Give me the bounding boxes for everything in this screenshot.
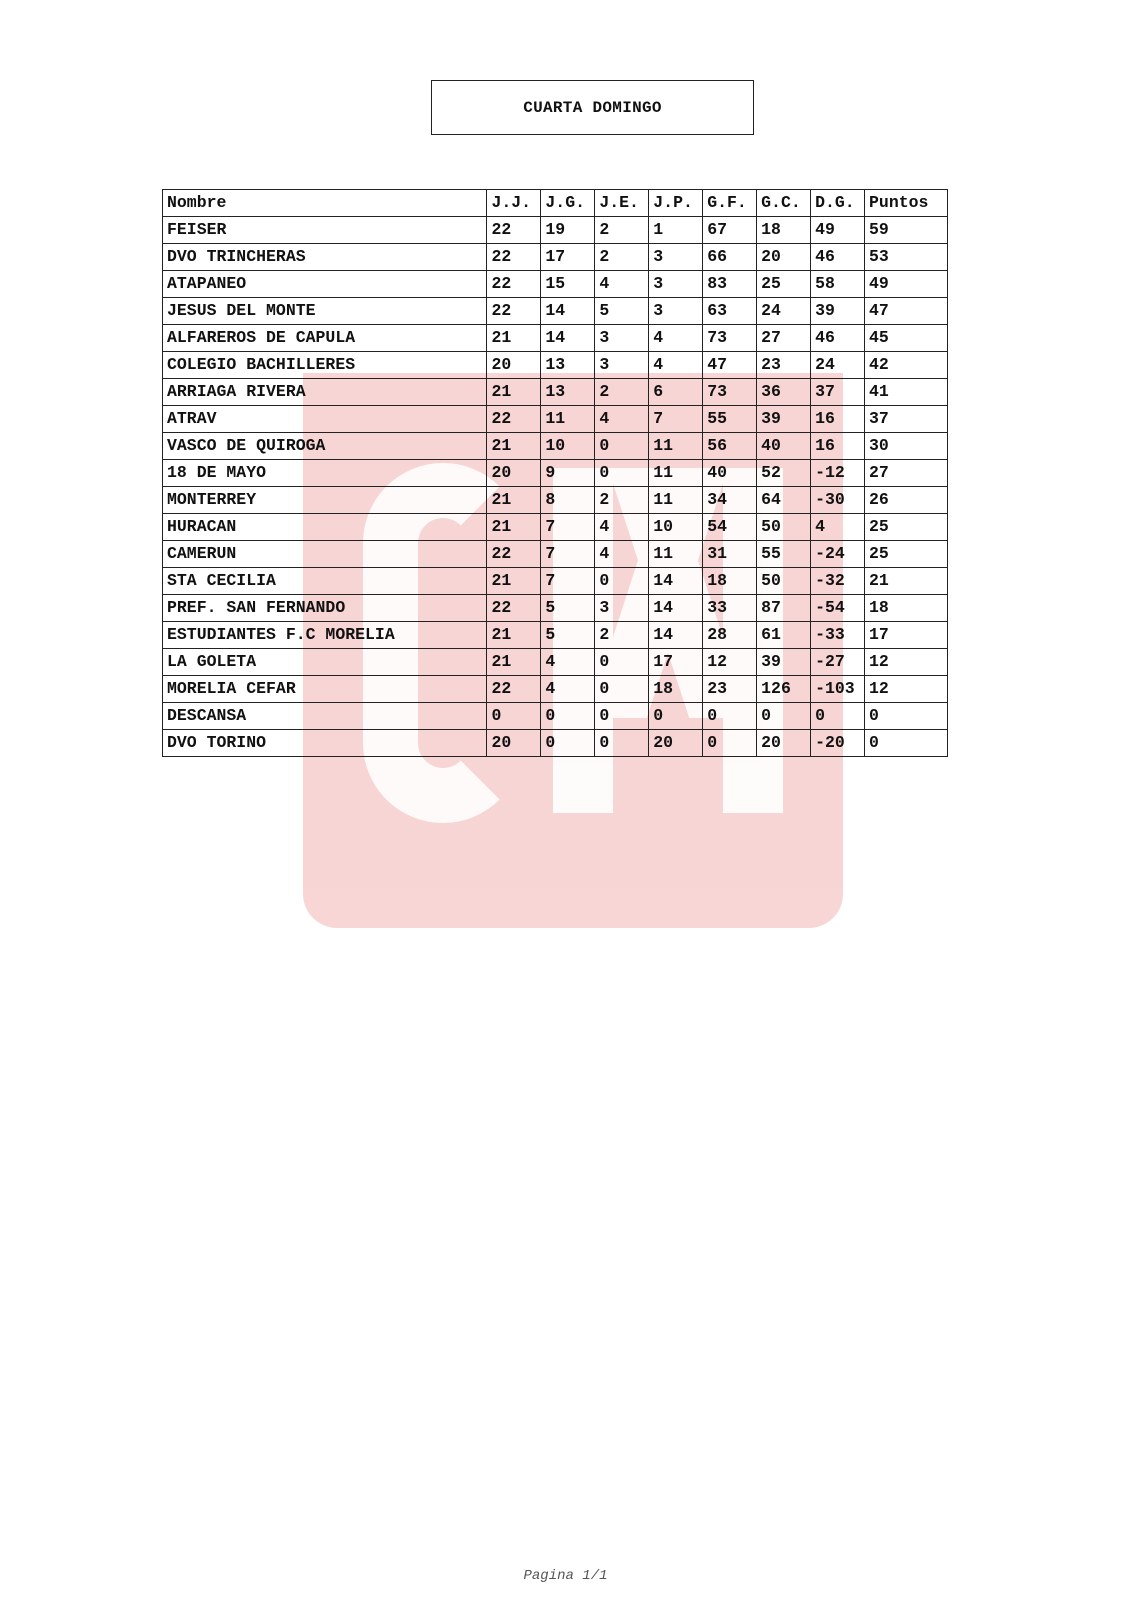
drawn-cell: 0 bbox=[595, 703, 649, 730]
lost-cell: 11 bbox=[649, 541, 703, 568]
points-cell: 21 bbox=[865, 568, 948, 595]
goal-diff-cell: -24 bbox=[811, 541, 865, 568]
goals-for-cell: 18 bbox=[703, 568, 757, 595]
lost-cell: 14 bbox=[649, 595, 703, 622]
points-cell: 37 bbox=[865, 406, 948, 433]
points-cell: 12 bbox=[865, 676, 948, 703]
column-header-gc: G.C. bbox=[757, 190, 811, 217]
won-cell: 8 bbox=[541, 487, 595, 514]
played-cell: 21 bbox=[487, 433, 541, 460]
table-body bbox=[163, 217, 948, 757]
played-cell: 22 bbox=[487, 298, 541, 325]
drawn-cell: 2 bbox=[595, 244, 649, 271]
team-name-cell: MORELIA CEFAR bbox=[163, 676, 487, 703]
points-cell: 12 bbox=[865, 649, 948, 676]
column-header-jp: J.P. bbox=[649, 190, 703, 217]
page-title: CUARTA DOMINGO bbox=[431, 80, 754, 135]
table-row bbox=[163, 541, 948, 568]
column-header-nombre: Nombre bbox=[163, 190, 487, 217]
goals-for-cell: 66 bbox=[703, 244, 757, 271]
goals-for-cell: 56 bbox=[703, 433, 757, 460]
table-row bbox=[163, 244, 948, 271]
team-name-cell: ATAPANEO bbox=[163, 271, 487, 298]
played-cell: 22 bbox=[487, 676, 541, 703]
goals-against-cell: 52 bbox=[757, 460, 811, 487]
played-cell: 22 bbox=[487, 244, 541, 271]
table-row bbox=[163, 406, 948, 433]
goals-against-cell: 55 bbox=[757, 541, 811, 568]
table-row bbox=[163, 595, 948, 622]
points-cell: 41 bbox=[865, 379, 948, 406]
won-cell: 9 bbox=[541, 460, 595, 487]
points-cell: 47 bbox=[865, 298, 948, 325]
drawn-cell: 0 bbox=[595, 649, 649, 676]
goals-for-cell: 55 bbox=[703, 406, 757, 433]
played-cell: 22 bbox=[487, 406, 541, 433]
goal-diff-cell: -20 bbox=[811, 730, 865, 757]
goal-diff-cell: 46 bbox=[811, 325, 865, 352]
goal-diff-cell: -103 bbox=[811, 676, 865, 703]
goals-against-cell: 126 bbox=[757, 676, 811, 703]
drawn-cell: 2 bbox=[595, 487, 649, 514]
table-row bbox=[163, 379, 948, 406]
won-cell: 14 bbox=[541, 325, 595, 352]
won-cell: 0 bbox=[541, 730, 595, 757]
played-cell: 20 bbox=[487, 730, 541, 757]
goals-for-cell: 83 bbox=[703, 271, 757, 298]
played-cell: 20 bbox=[487, 460, 541, 487]
drawn-cell: 4 bbox=[595, 541, 649, 568]
played-cell: 0 bbox=[487, 703, 541, 730]
won-cell: 7 bbox=[541, 568, 595, 595]
points-cell: 0 bbox=[865, 730, 948, 757]
played-cell: 21 bbox=[487, 325, 541, 352]
drawn-cell: 0 bbox=[595, 433, 649, 460]
points-cell: 30 bbox=[865, 433, 948, 460]
drawn-cell: 3 bbox=[595, 352, 649, 379]
goal-diff-cell: -30 bbox=[811, 487, 865, 514]
drawn-cell: 2 bbox=[595, 622, 649, 649]
goals-against-cell: 61 bbox=[757, 622, 811, 649]
goal-diff-cell: 37 bbox=[811, 379, 865, 406]
team-name-cell: STA CECILIA bbox=[163, 568, 487, 595]
goal-diff-cell: -12 bbox=[811, 460, 865, 487]
goal-diff-cell: 4 bbox=[811, 514, 865, 541]
goals-against-cell: 20 bbox=[757, 730, 811, 757]
team-name-cell: LA GOLETA bbox=[163, 649, 487, 676]
played-cell: 21 bbox=[487, 379, 541, 406]
points-cell: 25 bbox=[865, 541, 948, 568]
team-name-cell: HURACAN bbox=[163, 514, 487, 541]
goal-diff-cell: 46 bbox=[811, 244, 865, 271]
goals-against-cell: 36 bbox=[757, 379, 811, 406]
goal-diff-cell: -33 bbox=[811, 622, 865, 649]
team-name-cell: JESUS DEL MONTE bbox=[163, 298, 487, 325]
drawn-cell: 2 bbox=[595, 217, 649, 244]
column-header-jj: J.J. bbox=[487, 190, 541, 217]
played-cell: 21 bbox=[487, 514, 541, 541]
team-name-cell: VASCO DE QUIROGA bbox=[163, 433, 487, 460]
played-cell: 21 bbox=[487, 622, 541, 649]
team-name-cell: ALFAREROS DE CAPULA bbox=[163, 325, 487, 352]
goal-diff-cell: 0 bbox=[811, 703, 865, 730]
goals-for-cell: 28 bbox=[703, 622, 757, 649]
drawn-cell: 2 bbox=[595, 379, 649, 406]
goals-against-cell: 18 bbox=[757, 217, 811, 244]
team-name-cell: MONTERREY bbox=[163, 487, 487, 514]
goals-for-cell: 0 bbox=[703, 730, 757, 757]
team-name-cell: DVO TORINO bbox=[163, 730, 487, 757]
table-header-row bbox=[163, 190, 948, 217]
table-row bbox=[163, 568, 948, 595]
table-row bbox=[163, 649, 948, 676]
points-cell: 17 bbox=[865, 622, 948, 649]
column-header-gf: G.F. bbox=[703, 190, 757, 217]
won-cell: 7 bbox=[541, 541, 595, 568]
goals-for-cell: 40 bbox=[703, 460, 757, 487]
goal-diff-cell: 39 bbox=[811, 298, 865, 325]
lost-cell: 4 bbox=[649, 352, 703, 379]
table-row bbox=[163, 352, 948, 379]
played-cell: 21 bbox=[487, 487, 541, 514]
table-row bbox=[163, 325, 948, 352]
points-cell: 59 bbox=[865, 217, 948, 244]
won-cell: 5 bbox=[541, 595, 595, 622]
goal-diff-cell: -27 bbox=[811, 649, 865, 676]
team-name-cell: COLEGIO BACHILLERES bbox=[163, 352, 487, 379]
table-row bbox=[163, 433, 948, 460]
goals-for-cell: 34 bbox=[703, 487, 757, 514]
table-row bbox=[163, 217, 948, 244]
table-row bbox=[163, 298, 948, 325]
lost-cell: 10 bbox=[649, 514, 703, 541]
goals-against-cell: 24 bbox=[757, 298, 811, 325]
table-row bbox=[163, 622, 948, 649]
goals-against-cell: 0 bbox=[757, 703, 811, 730]
won-cell: 10 bbox=[541, 433, 595, 460]
played-cell: 22 bbox=[487, 541, 541, 568]
goals-against-cell: 39 bbox=[757, 649, 811, 676]
goals-for-cell: 0 bbox=[703, 703, 757, 730]
column-header-puntos: Puntos bbox=[865, 190, 948, 217]
table-row bbox=[163, 487, 948, 514]
won-cell: 11 bbox=[541, 406, 595, 433]
column-header-jg: J.G. bbox=[541, 190, 595, 217]
goals-against-cell: 64 bbox=[757, 487, 811, 514]
goals-for-cell: 23 bbox=[703, 676, 757, 703]
goals-against-cell: 40 bbox=[757, 433, 811, 460]
drawn-cell: 0 bbox=[595, 730, 649, 757]
lost-cell: 14 bbox=[649, 568, 703, 595]
won-cell: 17 bbox=[541, 244, 595, 271]
page-footer: Pagina 1/1 bbox=[523, 1568, 608, 1584]
team-name-cell: FEISER bbox=[163, 217, 487, 244]
standings-table bbox=[162, 189, 948, 757]
column-header-dg: D.G. bbox=[811, 190, 865, 217]
won-cell: 7 bbox=[541, 514, 595, 541]
goals-for-cell: 73 bbox=[703, 325, 757, 352]
goals-for-cell: 54 bbox=[703, 514, 757, 541]
lost-cell: 3 bbox=[649, 271, 703, 298]
team-name-cell: DVO TRINCHERAS bbox=[163, 244, 487, 271]
lost-cell: 3 bbox=[649, 244, 703, 271]
lost-cell: 11 bbox=[649, 460, 703, 487]
played-cell: 22 bbox=[487, 217, 541, 244]
drawn-cell: 4 bbox=[595, 271, 649, 298]
points-cell: 25 bbox=[865, 514, 948, 541]
drawn-cell: 3 bbox=[595, 595, 649, 622]
goals-against-cell: 39 bbox=[757, 406, 811, 433]
points-cell: 0 bbox=[865, 703, 948, 730]
goal-diff-cell: 49 bbox=[811, 217, 865, 244]
drawn-cell: 0 bbox=[595, 568, 649, 595]
won-cell: 4 bbox=[541, 676, 595, 703]
column-header-je: J.E. bbox=[595, 190, 649, 217]
team-name-cell: ARRIAGA RIVERA bbox=[163, 379, 487, 406]
goals-for-cell: 67 bbox=[703, 217, 757, 244]
team-name-cell: ESTUDIANTES F.C MORELIA bbox=[163, 622, 487, 649]
lost-cell: 11 bbox=[649, 487, 703, 514]
goals-for-cell: 47 bbox=[703, 352, 757, 379]
lost-cell: 7 bbox=[649, 406, 703, 433]
team-name-cell: CAMERUN bbox=[163, 541, 487, 568]
goals-for-cell: 31 bbox=[703, 541, 757, 568]
goals-against-cell: 50 bbox=[757, 568, 811, 595]
team-name-cell: ATRAV bbox=[163, 406, 487, 433]
table-row bbox=[163, 271, 948, 298]
goals-for-cell: 73 bbox=[703, 379, 757, 406]
played-cell: 22 bbox=[487, 271, 541, 298]
played-cell: 20 bbox=[487, 352, 541, 379]
goal-diff-cell: 58 bbox=[811, 271, 865, 298]
team-name-cell: PREF. SAN FERNANDO bbox=[163, 595, 487, 622]
goals-against-cell: 50 bbox=[757, 514, 811, 541]
goals-against-cell: 87 bbox=[757, 595, 811, 622]
goals-for-cell: 12 bbox=[703, 649, 757, 676]
goal-diff-cell: -54 bbox=[811, 595, 865, 622]
won-cell: 4 bbox=[541, 649, 595, 676]
lost-cell: 3 bbox=[649, 298, 703, 325]
drawn-cell: 4 bbox=[595, 406, 649, 433]
lost-cell: 4 bbox=[649, 325, 703, 352]
points-cell: 49 bbox=[865, 271, 948, 298]
goal-diff-cell: 16 bbox=[811, 433, 865, 460]
points-cell: 42 bbox=[865, 352, 948, 379]
team-name-cell: DESCANSA bbox=[163, 703, 487, 730]
lost-cell: 1 bbox=[649, 217, 703, 244]
won-cell: 0 bbox=[541, 703, 595, 730]
played-cell: 22 bbox=[487, 595, 541, 622]
played-cell: 21 bbox=[487, 568, 541, 595]
table-row bbox=[163, 460, 948, 487]
goals-for-cell: 33 bbox=[703, 595, 757, 622]
lost-cell: 6 bbox=[649, 379, 703, 406]
table-row bbox=[163, 514, 948, 541]
drawn-cell: 0 bbox=[595, 676, 649, 703]
goals-against-cell: 27 bbox=[757, 325, 811, 352]
table-row bbox=[163, 730, 948, 757]
won-cell: 13 bbox=[541, 379, 595, 406]
drawn-cell: 3 bbox=[595, 325, 649, 352]
won-cell: 14 bbox=[541, 298, 595, 325]
goal-diff-cell: -32 bbox=[811, 568, 865, 595]
points-cell: 53 bbox=[865, 244, 948, 271]
lost-cell: 17 bbox=[649, 649, 703, 676]
won-cell: 13 bbox=[541, 352, 595, 379]
team-name-cell: 18 DE MAYO bbox=[163, 460, 487, 487]
lost-cell: 18 bbox=[649, 676, 703, 703]
points-cell: 45 bbox=[865, 325, 948, 352]
drawn-cell: 0 bbox=[595, 460, 649, 487]
points-cell: 18 bbox=[865, 595, 948, 622]
goals-against-cell: 20 bbox=[757, 244, 811, 271]
goals-against-cell: 25 bbox=[757, 271, 811, 298]
table-row bbox=[163, 676, 948, 703]
drawn-cell: 4 bbox=[595, 514, 649, 541]
played-cell: 21 bbox=[487, 649, 541, 676]
drawn-cell: 5 bbox=[595, 298, 649, 325]
lost-cell: 14 bbox=[649, 622, 703, 649]
lost-cell: 20 bbox=[649, 730, 703, 757]
won-cell: 19 bbox=[541, 217, 595, 244]
points-cell: 26 bbox=[865, 487, 948, 514]
table-row bbox=[163, 703, 948, 730]
goal-diff-cell: 16 bbox=[811, 406, 865, 433]
lost-cell: 11 bbox=[649, 433, 703, 460]
won-cell: 5 bbox=[541, 622, 595, 649]
points-cell: 27 bbox=[865, 460, 948, 487]
goal-diff-cell: 24 bbox=[811, 352, 865, 379]
goals-for-cell: 63 bbox=[703, 298, 757, 325]
lost-cell: 0 bbox=[649, 703, 703, 730]
goals-against-cell: 23 bbox=[757, 352, 811, 379]
won-cell: 15 bbox=[541, 271, 595, 298]
